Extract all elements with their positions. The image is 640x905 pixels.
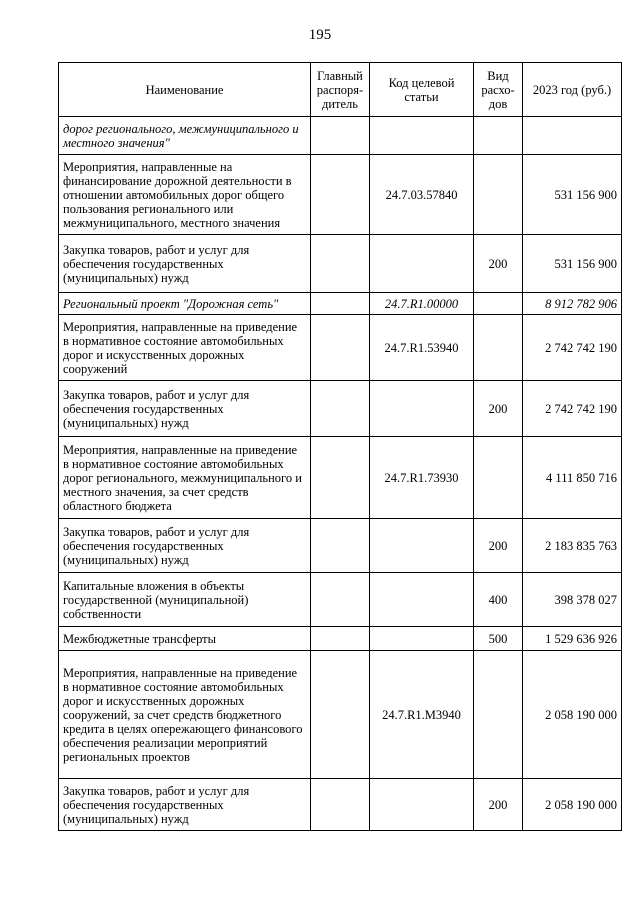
- row-name: Закупка товаров, работ и услуг для обеспечения государственных (муниципальных) нужд: [59, 519, 311, 573]
- row-code: [370, 627, 474, 651]
- header-admin: Главный распоря-дитель: [311, 63, 370, 117]
- row-name: Мероприятия, направленные на приведение в нормативное состояние автомобильных дорог и искусственных дорожных сооружений: [59, 315, 311, 381]
- row-type: [474, 437, 523, 519]
- table-row: [59, 779, 622, 831]
- header-name: Наименование: [59, 63, 311, 117]
- row-type: 500: [474, 627, 523, 651]
- table-row: [59, 519, 622, 573]
- table-row: [59, 117, 622, 155]
- row-type: [474, 293, 523, 315]
- row-admin: [311, 117, 370, 155]
- budget-table: [58, 62, 622, 831]
- table-row: [59, 235, 622, 293]
- row-name: Мероприятия, направленные на финансирование дорожной деятельности в отношении автомобильных дорог общего пользования регионального или межмуниципального, местного значения: [59, 155, 311, 235]
- row-code: [370, 381, 474, 437]
- row-type: 200: [474, 519, 523, 573]
- table-row: [59, 315, 622, 381]
- row-type: [474, 315, 523, 381]
- row-type: 200: [474, 381, 523, 437]
- row-name: Капитальные вложения в объекты государственной (муниципальной) собственности: [59, 573, 311, 627]
- row-admin: [311, 293, 370, 315]
- row-name: Закупка товаров, работ и услуг для обеспечения государственных (муниципальных) нужд: [59, 381, 311, 437]
- row-code: [370, 519, 474, 573]
- row-code: 24.7.03.57840: [370, 155, 474, 235]
- row-name: Закупка товаров, работ и услуг для обеспечения государственных (муниципальных) нужд: [59, 779, 311, 831]
- row-name: Закупка товаров, работ и услуг для обеспечения государственных (муниципальных) нужд: [59, 235, 311, 293]
- row-admin: [311, 155, 370, 235]
- header-type: Вид расхо-дов: [474, 63, 523, 117]
- row-sum: 531 156 900: [523, 155, 622, 235]
- row-admin: [311, 779, 370, 831]
- table-row: [59, 573, 622, 627]
- row-sum: [523, 117, 622, 155]
- row-sum: 2 058 190 000: [523, 779, 622, 831]
- row-admin: [311, 315, 370, 381]
- table-row: [59, 293, 622, 315]
- row-sum: 531 156 900: [523, 235, 622, 293]
- row-type: 400: [474, 573, 523, 627]
- row-admin: [311, 627, 370, 651]
- row-type: [474, 117, 523, 155]
- row-sum: 2 058 190 000: [523, 651, 622, 779]
- row-type: [474, 155, 523, 235]
- row-sum: 1 529 636 926: [523, 627, 622, 651]
- row-sum: 2 183 835 763: [523, 519, 622, 573]
- table-row: [59, 381, 622, 437]
- row-admin: [311, 235, 370, 293]
- row-sum: 398 378 027: [523, 573, 622, 627]
- row-code: 24.7.R1.00000: [370, 293, 474, 315]
- row-name: Мероприятия, направленные на приведение в нормативное состояние автомобильных дорог регионального, межмуниципального и местного значения, за счет средств областного бюджета: [59, 437, 311, 519]
- row-name: Межбюджетные трансферты: [59, 627, 311, 651]
- row-admin: [311, 437, 370, 519]
- row-admin: [311, 651, 370, 779]
- row-code: [370, 235, 474, 293]
- table-row: [59, 651, 622, 779]
- row-code: 24.7.R1.53940: [370, 315, 474, 381]
- header-sum: 2023 год (руб.): [523, 63, 622, 117]
- table-row: [59, 155, 622, 235]
- row-code: 24.7.R1.73930: [370, 437, 474, 519]
- row-code: [370, 573, 474, 627]
- row-name: Мероприятия, направленные на приведение в нормативное состояние автомобильных дорог и искусственных дорожных сооружений, за счет средств бюджетного кредита в целях опережающего финансового обеспечения реализации мероприятий региональных проектов: [59, 651, 311, 779]
- table-row: [59, 627, 622, 651]
- row-admin: [311, 519, 370, 573]
- row-sum: 2 742 742 190: [523, 315, 622, 381]
- row-type: [474, 651, 523, 779]
- row-code: [370, 779, 474, 831]
- row-type: 200: [474, 779, 523, 831]
- row-type: 200: [474, 235, 523, 293]
- row-sum: 4 111 850 716: [523, 437, 622, 519]
- row-admin: [311, 573, 370, 627]
- table-header-row: [59, 63, 622, 117]
- page-number: 195: [308, 27, 332, 43]
- row-code: [370, 117, 474, 155]
- row-name: Региональный проект "Дорожная сеть": [59, 293, 311, 315]
- row-code: 24.7.R1.M3940: [370, 651, 474, 779]
- row-sum: 8 912 782 906: [523, 293, 622, 315]
- row-sum: 2 742 742 190: [523, 381, 622, 437]
- table-row: [59, 437, 622, 519]
- header-code: Код целевой статьи: [370, 63, 474, 117]
- row-admin: [311, 381, 370, 437]
- row-name: дорог регионального, межмуниципального и местного значения": [59, 117, 311, 155]
